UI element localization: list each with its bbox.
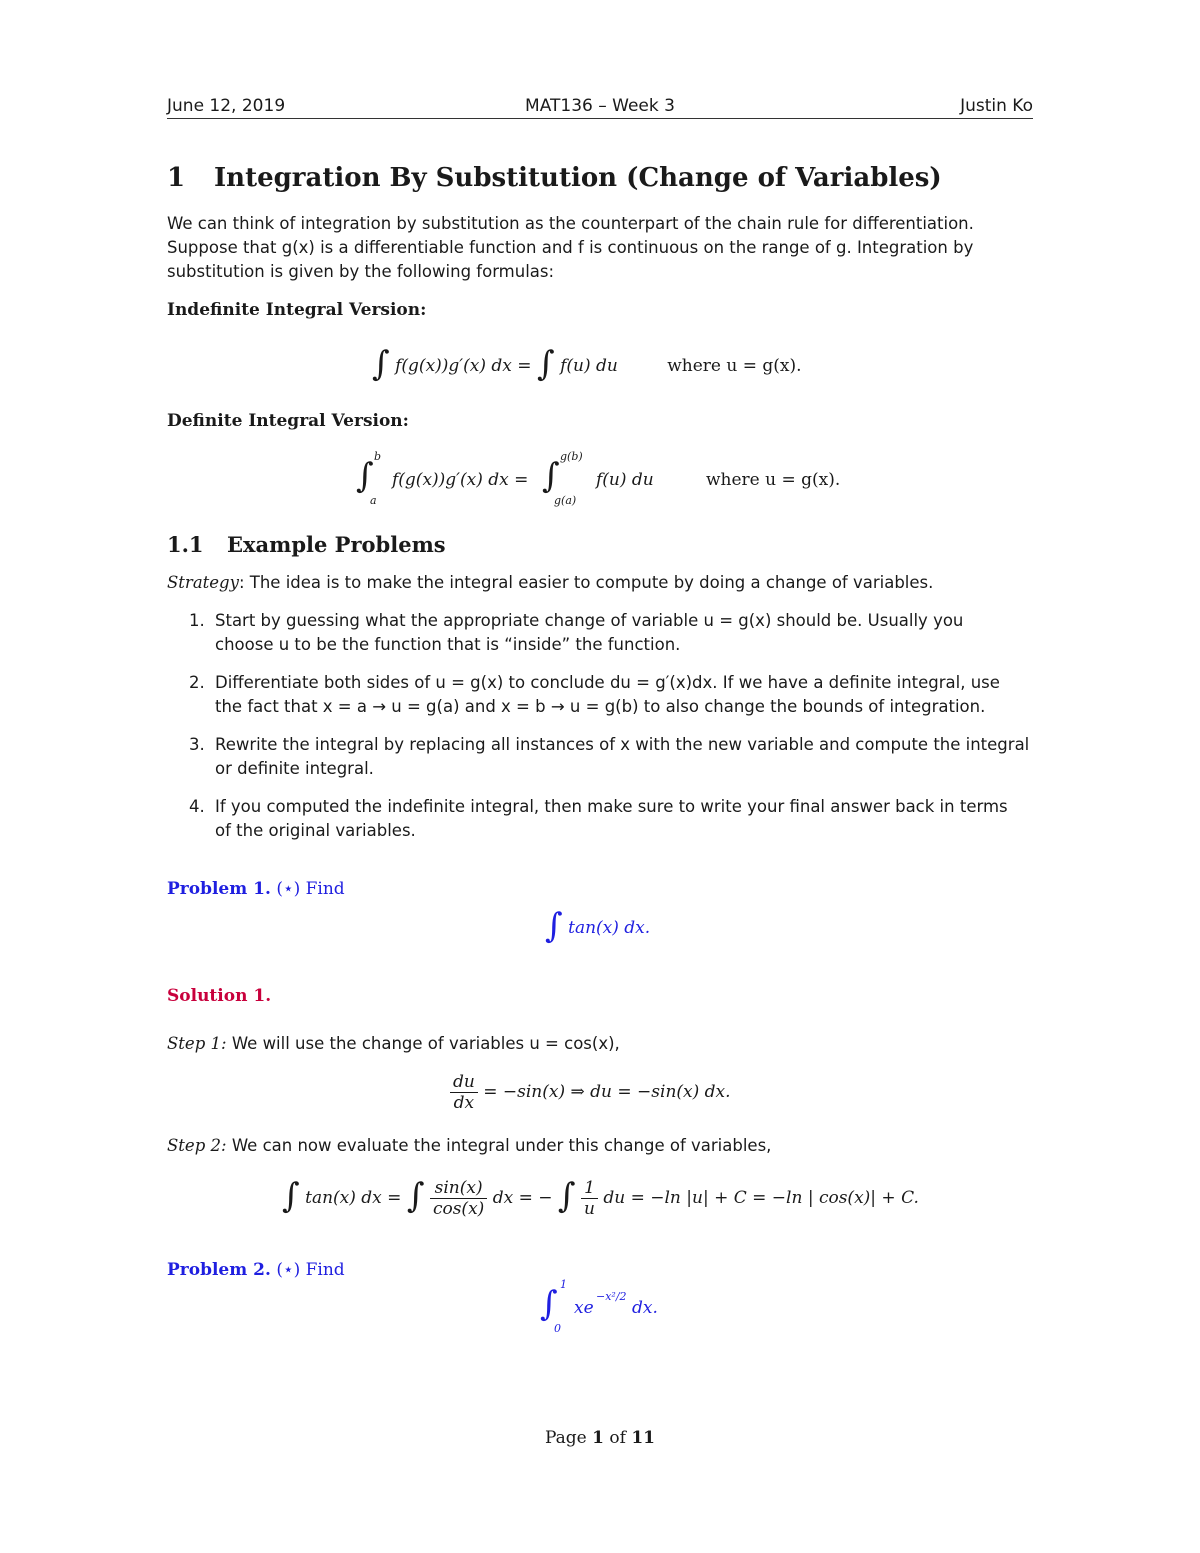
indefinite-label: Indefinite Integral Version: — [167, 300, 427, 320]
step-number: 1. — [189, 611, 205, 630]
step-line: of the original variables. — [215, 821, 416, 840]
integrand: xe — [574, 1298, 594, 1318]
problem-2-heading — [167, 1260, 345, 1280]
integral-sign: ∫ — [540, 1284, 558, 1324]
step-text: We can now evaluate the integral under this change of variables, — [226, 1136, 772, 1155]
equation-rest: = −sin(x) ⇒ du = −sin(x) dx. — [483, 1082, 731, 1102]
step-line: choose u to be the function that is “inside” the function. — [215, 635, 681, 654]
header-date: June 12, 2019 — [167, 96, 286, 116]
indefinite-formula — [372, 340, 802, 384]
problem-label: Problem 2. — [167, 1260, 271, 1280]
fraction — [430, 1178, 487, 1219]
solution-step-1 — [167, 1032, 1033, 1056]
integral-sign: ∫ — [372, 344, 390, 384]
solution-step-2 — [167, 1134, 1033, 1158]
fraction — [450, 1072, 478, 1113]
equation-part: tan(x) dx = — [305, 1188, 402, 1208]
strategy-label: Strategy — [167, 573, 239, 592]
section-number: 1 — [167, 163, 186, 193]
strategy-text: : The idea is to make the integral easier to compute by doing a change of variables. — [238, 573, 934, 592]
list-item — [167, 671, 1033, 719]
numerator: du — [450, 1072, 478, 1093]
formula-lhs: f(g(x))g′(x) dx = — [392, 470, 529, 490]
integrand: tan(x) dx. — [568, 918, 651, 938]
list-item — [167, 733, 1033, 781]
section-title: Integration By Substitution (Change of Variables) — [214, 163, 942, 193]
denominator: dx — [453, 1093, 475, 1113]
problem-1-integral — [545, 902, 651, 946]
footer-mid: of — [604, 1428, 632, 1448]
intro-line: We can think of integration by substitution as the counterpart of the chain rule for differentiation. — [167, 214, 974, 233]
intro-line: substitution is given by the following formulas: — [167, 262, 555, 281]
integrand-tail: dx. — [632, 1298, 658, 1318]
integral-evaluation — [282, 1172, 919, 1219]
lower-limit: g(a) — [554, 494, 577, 507]
equation-part: dx = − — [492, 1188, 553, 1208]
step-line: Differentiate both sides of u = g(x) to conclude du = g′(x)dx. If we have a definite integral, use — [215, 673, 1000, 692]
running-header — [167, 96, 1033, 119]
problem-prompt: (⋆) Find — [276, 879, 345, 899]
step-label: Step 1: — [167, 1034, 227, 1053]
problem-label: Problem 1. — [167, 879, 271, 899]
page-number: 1 — [592, 1428, 604, 1448]
formula-rhs: f(u) du — [596, 470, 654, 490]
formula-where: where u = g(x). — [667, 356, 802, 376]
definite-label: Definite Integral Version: — [167, 411, 409, 431]
upper-limit: 1 — [560, 1278, 567, 1291]
exponent: −x²/2 — [596, 1290, 627, 1303]
strategy-paragraph — [167, 571, 1033, 595]
subsection-title: Example Problems — [227, 532, 446, 557]
problem-1-heading — [167, 879, 345, 899]
lower-limit: a — [370, 494, 377, 507]
step-number: 4. — [189, 797, 205, 816]
list-item — [167, 609, 1033, 657]
integral-sign: ∫ — [406, 1176, 425, 1216]
step-line: If you computed the indefinite integral, then make sure to write your final answer back in terms — [215, 797, 1008, 816]
upper-limit: b — [374, 450, 382, 463]
solution-label: Solution 1. — [167, 986, 272, 1006]
integral-sign: ∫ — [545, 906, 563, 946]
denominator: u — [584, 1199, 595, 1219]
step-text: We will use the change of variables u = cos(x), — [226, 1034, 620, 1053]
numerator: 1 — [581, 1178, 598, 1199]
step-line: Start by guessing what the appropriate change of variable u = g(x) should be. Usually you — [215, 611, 964, 630]
header-author: Justin Ko — [960, 96, 1033, 116]
step-line: Rewrite the integral by replacing all instances of x with the new variable and compute the integral — [215, 735, 1030, 754]
lower-limit: 0 — [554, 1322, 561, 1335]
step-number: 2. — [189, 673, 205, 692]
page-footer — [0, 1428, 1200, 1448]
footer-prefix: Page — [544, 1428, 593, 1448]
step-line: the fact that x = a → u = g(a) and x = b → u = g(b) to also change the bounds of integration. — [215, 697, 986, 716]
strategy-steps — [167, 609, 1033, 857]
problem-2-integral — [540, 1278, 740, 1338]
intro-paragraph — [167, 212, 1033, 284]
integral-sign: ∫ — [536, 344, 555, 384]
section-heading — [167, 163, 942, 193]
numerator: sin(x) — [430, 1178, 487, 1199]
upper-limit: g(b) — [560, 450, 583, 463]
formula-where: where u = g(x). — [706, 470, 841, 490]
step-label: Step 2: — [167, 1136, 227, 1155]
integral-sign: ∫ — [356, 456, 374, 496]
list-item — [167, 795, 1033, 843]
definite-formula — [356, 450, 856, 510]
intro-line: Suppose that g(x) is a differentiable function and f is continuous on the range of g. Integration by — [167, 238, 974, 257]
equation-part: du = −ln |u| + C = −ln | cos(x)| + C. — [603, 1188, 919, 1208]
integral-sign: ∫ — [282, 1176, 300, 1216]
subsection-heading — [167, 532, 446, 557]
header-course: MAT136 – Week 3 — [525, 96, 675, 116]
step-line: or definite integral. — [215, 759, 374, 778]
formula-rhs: f(u) du — [560, 356, 618, 376]
derivative-equation — [450, 1072, 731, 1113]
fraction — [581, 1178, 598, 1219]
subsection-number: 1.1 — [167, 532, 204, 557]
page-total: 11 — [631, 1428, 656, 1448]
problem-prompt: (⋆) Find — [276, 1260, 345, 1280]
integral-sign: ∫ — [542, 456, 560, 496]
integral-sign: ∫ — [557, 1176, 576, 1216]
formula-lhs: f(g(x))g′(x) dx = — [395, 356, 532, 376]
solution-1-heading — [167, 986, 271, 1006]
denominator: cos(x) — [432, 1199, 485, 1219]
step-number: 3. — [189, 735, 205, 754]
